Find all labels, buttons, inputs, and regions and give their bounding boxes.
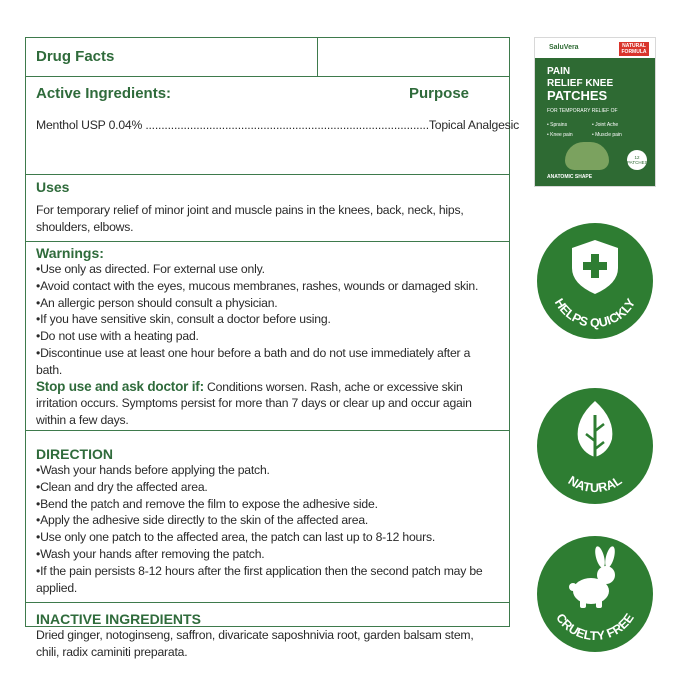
product-box-image [534, 37, 656, 187]
warning-item: • Use only as directed. For external use only. [36, 261, 499, 278]
pack-count-badge: 12 PATCHES [627, 150, 647, 170]
feature-item: • Joint Ache [592, 122, 619, 128]
uses-heading: Uses [36, 179, 70, 195]
drug-facts-title: Drug Facts [26, 38, 318, 76]
feature-item: • Knee pain [547, 132, 573, 138]
warnings-section [26, 242, 509, 431]
feature-item: • Muscle pain [592, 132, 622, 138]
badge-label: NATURAL [565, 473, 625, 496]
helps-quickly-badge [536, 222, 654, 340]
feature-item: • Sprains [547, 122, 568, 128]
direction-item: • Wash your hands before applying the patch. [36, 462, 499, 479]
natural-formula-tag: NATURAL FORMULA [619, 42, 649, 56]
purpose-heading: Purpose [408, 85, 469, 102]
inactive-ingredients-text: Dried ginger, notoginseng, saffron, divaricate saposhnivia root, garden balsam stem, chili, radix caminiti preparata. [36, 628, 474, 659]
product-title-line: PAIN [547, 66, 571, 77]
direction-item: • Clean and dry the affected area. [36, 479, 499, 496]
direction-item: • Bend the patch and remove the film to expose the adhesive side. [36, 496, 499, 513]
natural-badge [536, 387, 654, 505]
stop-use-paragraph [36, 379, 499, 429]
warnings-heading: Warnings: [36, 245, 104, 261]
active-ingredients-heading: Active Ingredients: [36, 85, 172, 102]
warning-item: • Do not use with a heating pad. [36, 328, 499, 345]
cruelty-free-badge [536, 535, 654, 653]
drug-facts-panel [25, 37, 519, 659]
stop-use-text: Conditions worsen. Rash, ache or excessive skin irritation occurs. Symptoms persist for more than 7 days or clear up and occur again within a few days. [36, 379, 472, 428]
product-title-line: RELIEF KNEE [547, 78, 614, 89]
product-features [547, 120, 637, 140]
active-ingredient-line: Menthol USP 0.04% .........................................................................................Topical Analgesic [36, 118, 519, 132]
anatomic-shape-label: ANATOMIC SHAPE [547, 174, 593, 180]
uses-section [26, 175, 509, 242]
direction-item: • Apply the adhesive side directly to the skin of the affected area. [36, 512, 499, 529]
badge-label: CRUELTY FREE [553, 610, 637, 644]
direction-list [36, 462, 499, 596]
product-title [547, 66, 647, 102]
brand-logo: SaluVera [549, 44, 579, 51]
direction-heading: DIRECTION [36, 446, 113, 462]
warnings-list [36, 261, 499, 379]
warning-item: • If you have sensitive skin, consult a doctor before using. [36, 311, 499, 328]
active-ingredients-section [26, 77, 519, 175]
badge-label: HELPS QUICKLY [551, 296, 639, 331]
product-subtitle: FOR TEMPORARY RELIEF OF [547, 108, 618, 114]
direction-item: • Use only one patch to the affected area, the patch can last up to 8-12 hours. [36, 529, 499, 546]
stop-use-heading: Stop use and ask doctor if: [36, 378, 204, 394]
warning-item: • Discontinue use at least one hour before a bath and do not use immediately after a bath. [36, 345, 499, 379]
drug-facts-header [26, 38, 509, 77]
inactive-ingredients-heading: INACTIVE INGREDIENTS [36, 611, 201, 627]
direction-item: • Wash your hands after removing the patch. [36, 546, 499, 563]
direction-item: • If the pain persists 8-12 hours after the first application then the second patch may be applied. [36, 563, 499, 597]
warning-item: • An allergic person should consult a physician. [36, 295, 499, 312]
warning-item: • Avoid contact with the eyes, mucous membranes, rashes, wounds or damaged skin. [36, 278, 499, 295]
header-empty-cell [318, 38, 509, 76]
inactive-ingredients-section [26, 603, 509, 669]
knee-patch-illustration [565, 142, 609, 170]
uses-text: For temporary relief of minor joint and muscle pains in the knees, back, neck, hips, shoulders, elbows. [36, 203, 464, 234]
product-title-line: PATCHES [547, 88, 608, 103]
direction-section [26, 431, 509, 603]
